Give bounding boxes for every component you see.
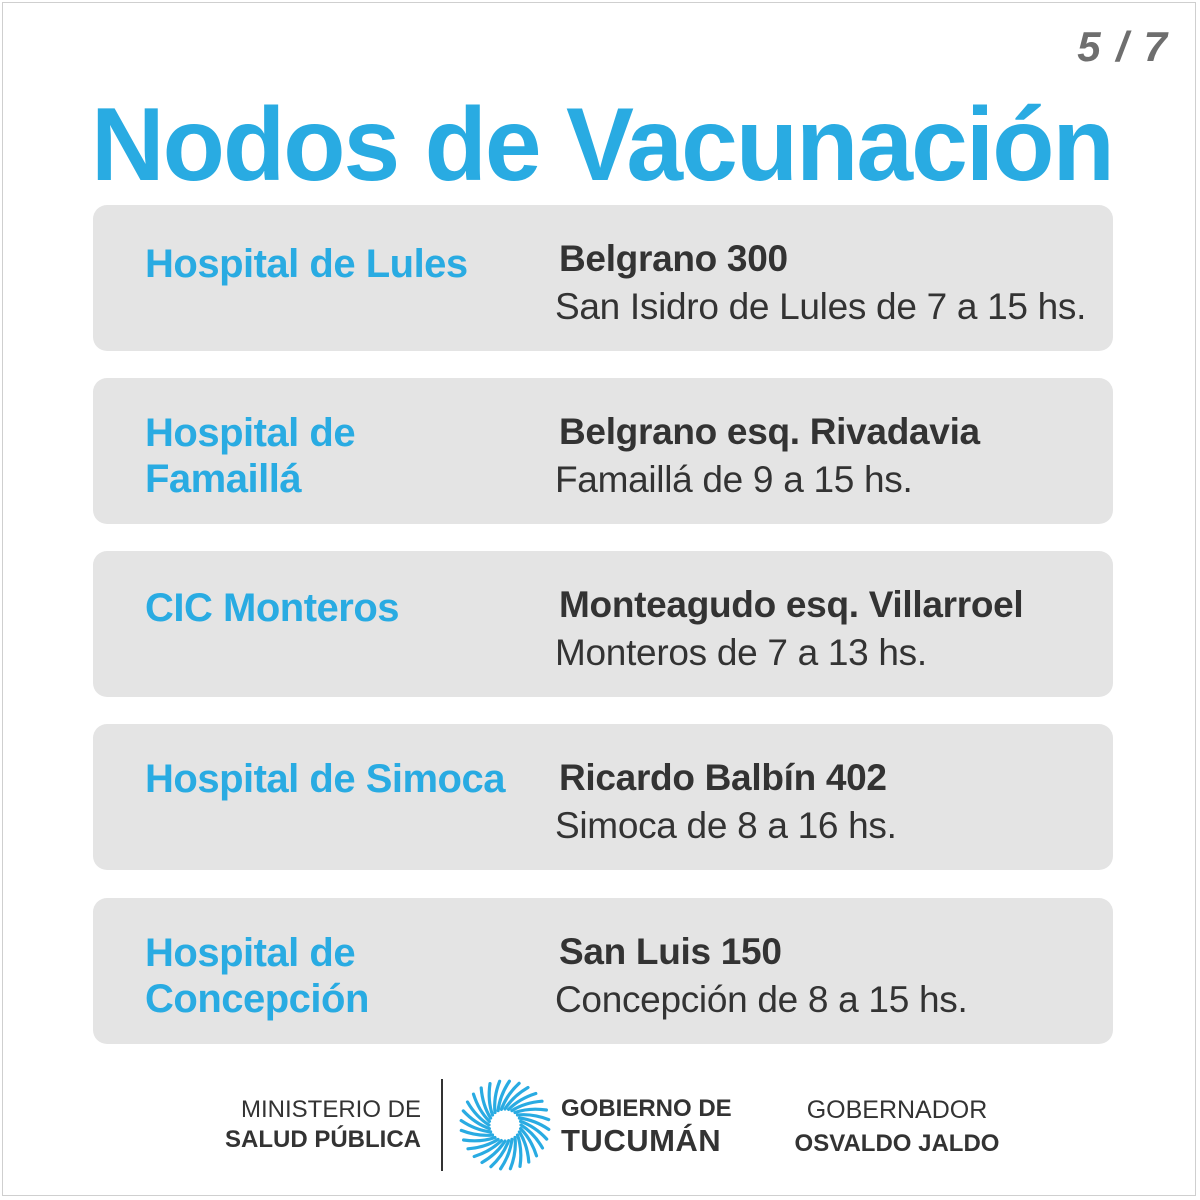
node-address: San Luis 150 — [559, 931, 782, 972]
government-label — [561, 1093, 732, 1157]
node-card — [93, 378, 1113, 524]
node-address: Monteagudo esq. Villarroel — [559, 584, 1024, 625]
governor-line2: OSVALDO JALDO — [794, 1130, 1000, 1157]
node-name: Hospital de Simoca — [145, 757, 505, 801]
node-card — [93, 724, 1113, 870]
divider — [441, 1079, 443, 1171]
node-address: Belgrano esq. Rivadavia — [559, 411, 980, 452]
node-name: CIC Monteros — [145, 586, 399, 630]
gov-line1: GOBIERNO DE — [561, 1095, 732, 1122]
node-address: Belgrano 300 — [559, 238, 788, 279]
sun-ray — [515, 1109, 546, 1112]
node-schedule: San Isidro de Lules de 7 a 15 hs. — [555, 286, 1087, 327]
sun-ray — [464, 1138, 495, 1141]
ministry-label — [225, 1095, 421, 1155]
tucuman-sun-logo-icon — [459, 1079, 551, 1171]
page-title: Nodos de Vacunación — [91, 87, 1113, 203]
page-counter: 5 / 7 — [1077, 23, 1169, 70]
ministry-line1: MINISTERIO DE — [240, 1096, 421, 1123]
ministry-line2: SALUD PÚBLICA — [225, 1126, 421, 1153]
footer — [3, 1073, 1200, 1183]
node-schedule: Simoca de 8 a 16 hs. — [555, 805, 897, 846]
node-schedule: Famaillá de 9 a 15 hs. — [555, 459, 913, 500]
governor-label — [793, 1093, 1001, 1161]
governor-line1: GOBERNADOR — [806, 1096, 988, 1124]
sun-ray — [489, 1084, 492, 1115]
node-name: Hospital de Lules — [145, 242, 468, 286]
gov-line2: TUCUMÁN — [561, 1123, 722, 1158]
node-schedule: Concepción de 8 a 15 hs. — [555, 979, 968, 1020]
node-card — [93, 551, 1113, 697]
node-schedule: Monteros de 7 a 13 hs. — [555, 632, 927, 673]
node-name: Hospital de Famaillá — [145, 411, 356, 501]
node-card — [93, 898, 1113, 1044]
node-name: Hospital de Concepción — [145, 931, 369, 1021]
node-address: Ricardo Balbín 402 — [559, 757, 887, 798]
node-card — [93, 205, 1113, 351]
page-frame — [2, 2, 1196, 1196]
sun-ray — [518, 1135, 521, 1166]
